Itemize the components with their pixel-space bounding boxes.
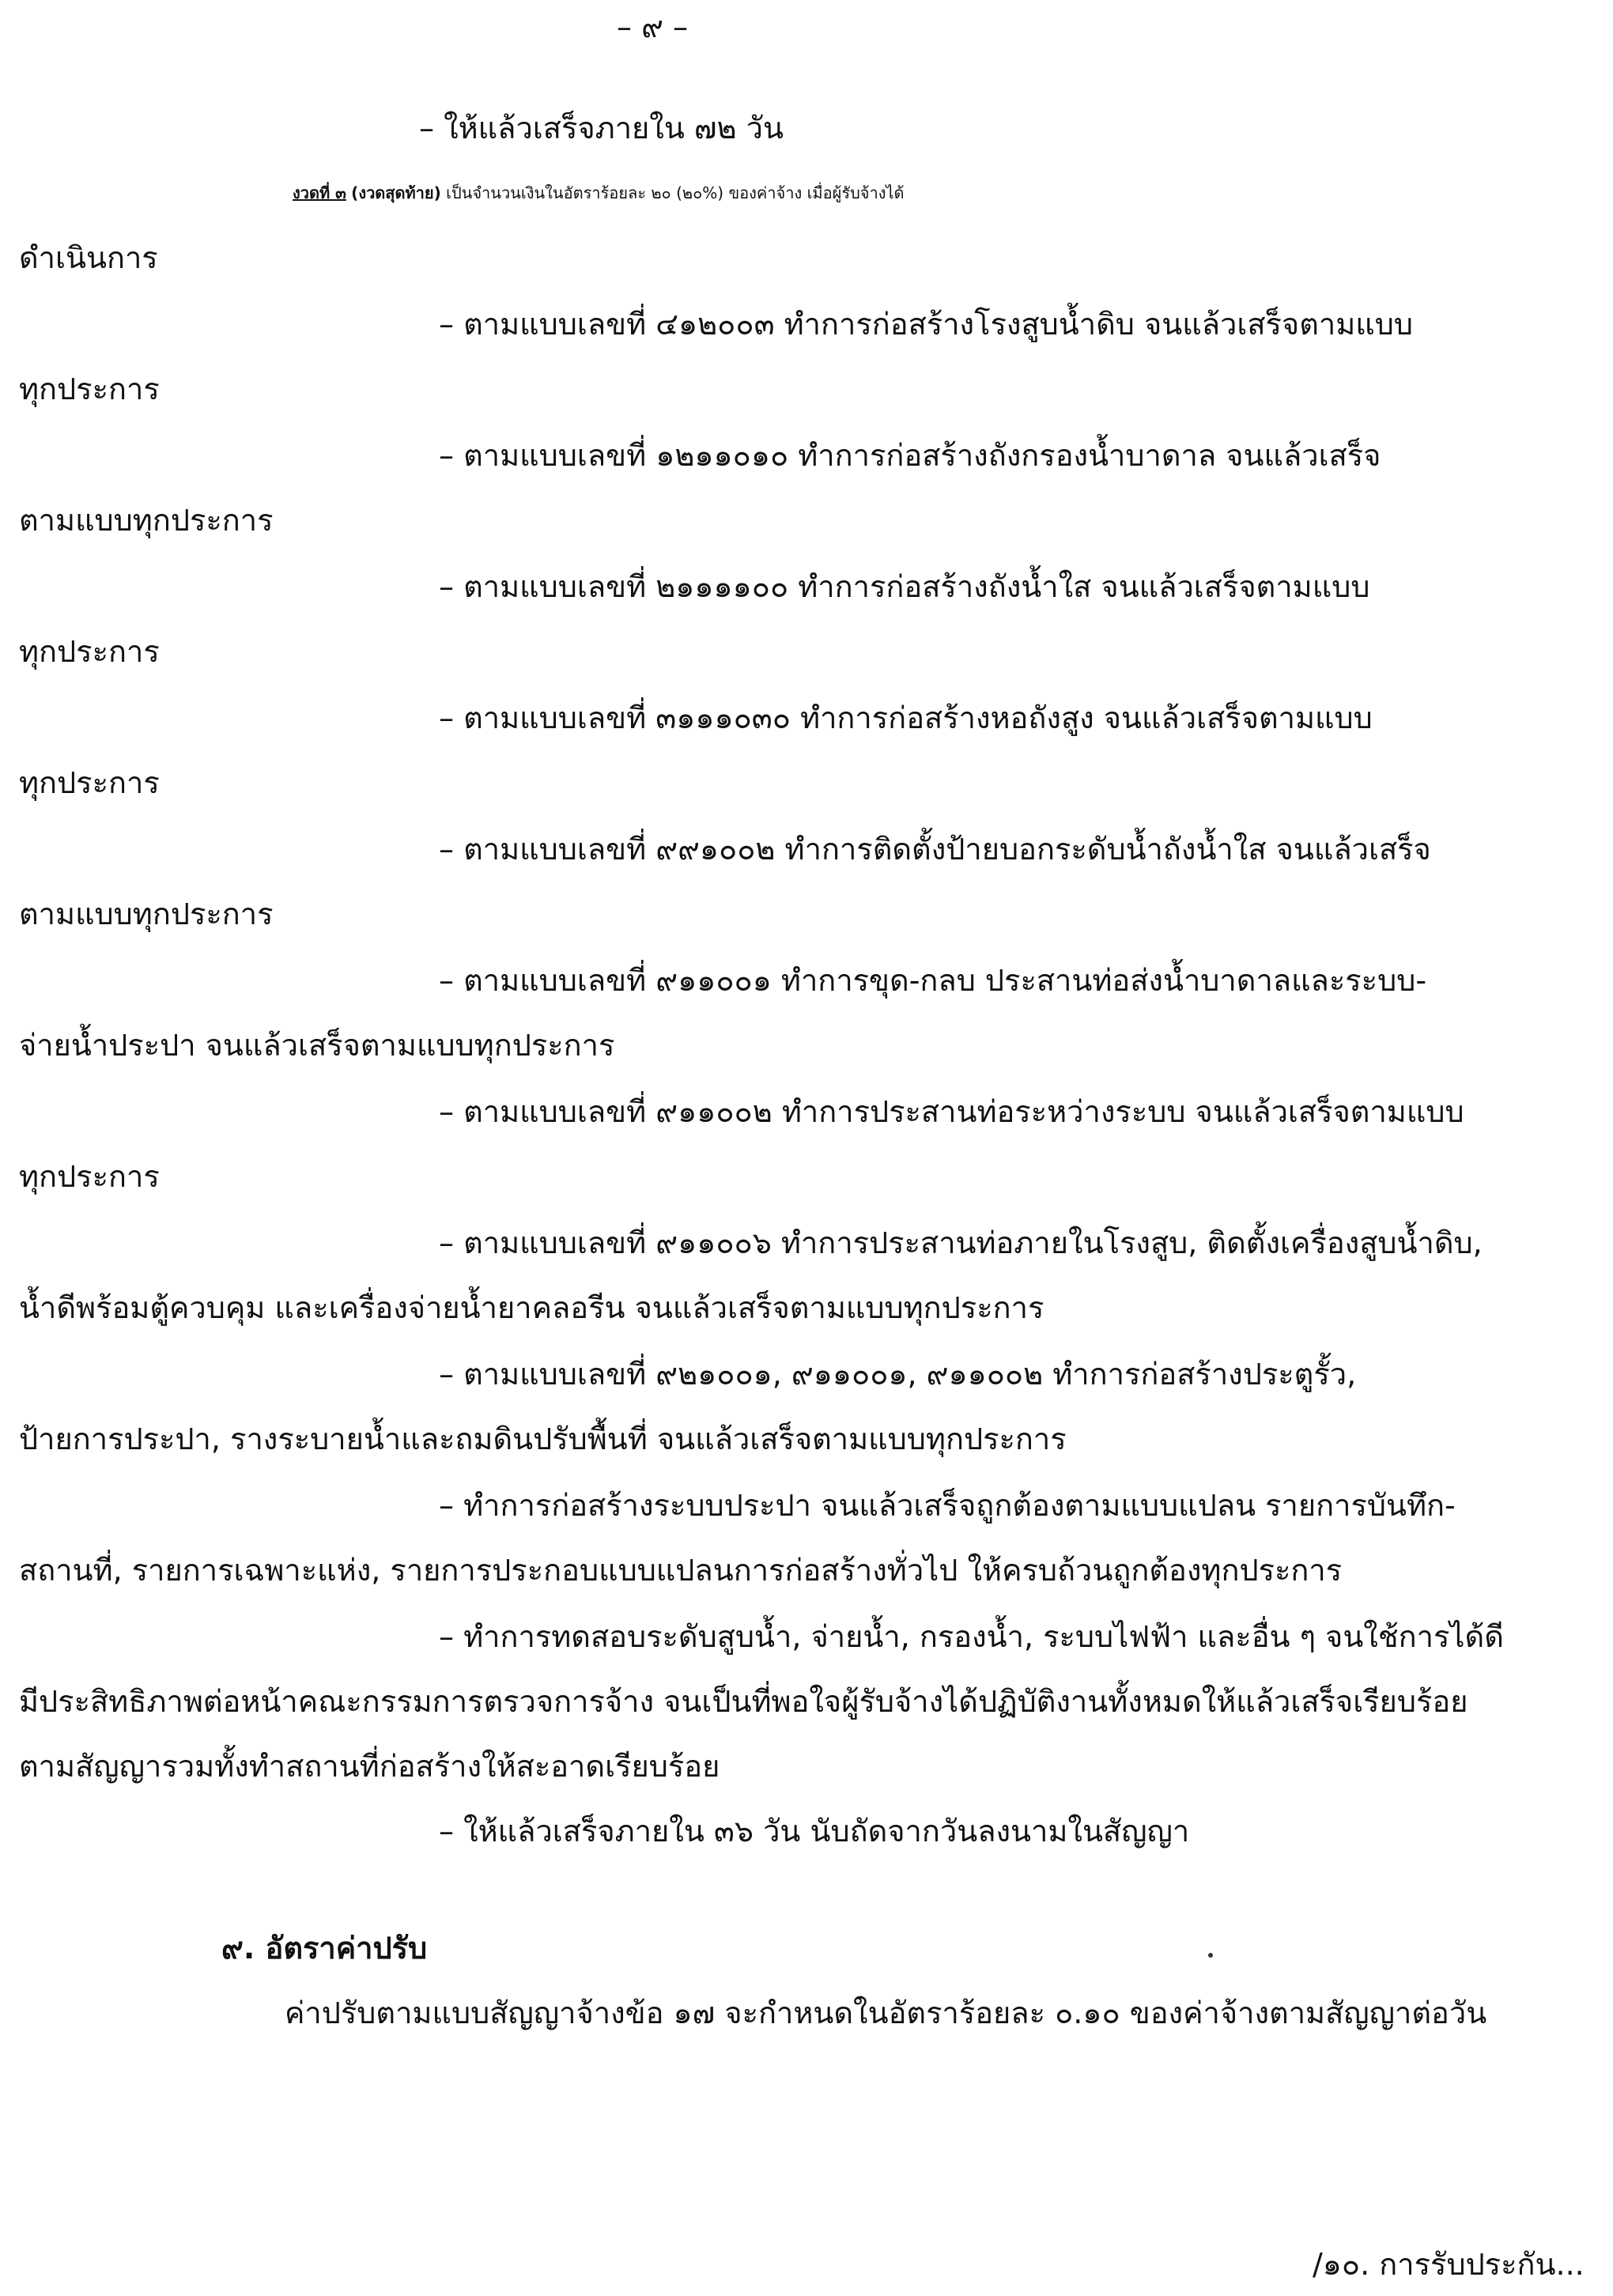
installment-2-deadline: – ให้แล้วเสร็จภายใน ๗๒ วัน — [419, 111, 784, 145]
item-elevated-tank: – ตามแบบเลขที่ ๓๑๑๑๐๓๐ ทำการก่อสร้างหอถังสูง จนแล้วเสร็จตามแบบ — [439, 701, 1373, 735]
item-water-level-sign: – ตามแบบเลขที่ ๙๙๑๐๐๒ ทำการติดตั้งป้ายบอกระดับน้ำถังน้ำใส จนแล้วเสร็จ — [439, 832, 1431, 867]
item-raw-water-pump-house: – ตามแบบเลขที่ ๔๑๒๐๐๓ ทำการก่อสร้างโรงสูบน้ำดิบ จนแล้วเสร็จตามแบบ — [439, 307, 1413, 342]
item-elevated-tank-cont: ทุกประการ — [19, 765, 160, 800]
item-clear-water-tank: – ตามแบบเลขที่ ๒๑๑๑๑๐๐ ทำการก่อสร้างถังน้ำใส จนแล้วเสร็จตามแบบ — [439, 569, 1370, 604]
installment-3-final: (งวดสุดท้าย) — [351, 183, 441, 202]
item-water-system-construction-cont: สถานที่, รายการเฉพาะแห่ง, รายการประกอบแบบแปลนการก่อสร้างทั่วไป ให้ครบถ้วนถูกต้องทุกประการ — [19, 1553, 1343, 1588]
item-pipe-trenching: – ตามแบบเลขที่ ๙๑๑๐๐๑ ทำการขุด-กลบ ประสานท่อส่งน้ำบาดาลและระบบ- — [439, 963, 1427, 998]
item-groundwater-filter-tank: – ตามแบบเลขที่ ๑๒๑๑๐๑๐ ทำการก่อสร้างถังกรองน้ำบาดาล จนแล้วเสร็จ — [439, 438, 1381, 473]
page-number: – ๙ – — [617, 9, 688, 44]
item-raw-water-pump-house-cont: ทุกประการ — [19, 372, 160, 406]
section-9-text: ค่าปรับตามแบบสัญญาจ้างข้อ ๑๗ จะกำหนดในอัตราร้อยละ ๐.๑๐ ของค่าจ้างตามสัญญาต่อวัน — [285, 1996, 1487, 2030]
item-fence-gate: – ตามแบบเลขที่ ๙๒๑๐๐๑, ๙๑๑๐๐๑, ๙๑๑๐๐๒ ทำการก่อสร้างประตูรั้ว, — [439, 1357, 1357, 1392]
item-water-system-construction: – ทำการก่อสร้างระบบประปา จนแล้วเสร็จถูกต้องตามแบบแปลน รายการบันทึก- — [439, 1488, 1456, 1523]
item-pump-house-piping-cont: น้ำดีพร้อมตู้ควบคุม และเครื่องจ่ายน้ำยาคลอรีน จนแล้วเสร็จตามแบบทุกประการ — [19, 1290, 1044, 1325]
section-9-heading: ๙. อัตราค่าปรับ — [221, 1931, 428, 1966]
item-system-pipe-connection-cont: ทุกประการ — [19, 1159, 160, 1194]
next-page-continuation: /๑๐. การรับประกัน... — [1313, 2247, 1585, 2282]
installment-3-text: เป็นจำนวนเงินในอัตราร้อยละ ๒๐ (๒๐%) ของค่าจ้าง เมื่อผู้รับจ้างได้ — [446, 183, 905, 202]
item-testing-cont-2: ตามสัญญารวมทั้งทำสถานที่ก่อสร้างให้สะอาดเรียบร้อย — [19, 1749, 720, 1784]
installment-3-label: งวดที่ ๓ — [293, 183, 346, 202]
scan-speck — [1208, 1953, 1213, 1958]
item-clear-water-tank-cont: ทุกประการ — [19, 634, 160, 669]
item-pipe-trenching-cont: จ่ายน้ำประปา จนแล้วเสร็จตามแบบทุกประการ — [19, 1028, 615, 1063]
item-water-level-sign-cont: ตามแบบทุกประการ — [19, 897, 274, 931]
item-testing-cont-1: มีประสิทธิภาพต่อหน้าคณะกรรมการตรวจการจ้าง จนเป็นที่พอใจผู้รับจ้างได้ปฏิบัติงานทั้งหมดให้แล้วเสร็จเรียบร้อย — [19, 1684, 1468, 1719]
item-testing: – ทำการทดสอบระดับสูบน้ำ, จ่ายน้ำ, กรองน้ำ, ระบบไฟฟ้า และอื่น ๆ จนใช้การได้ดี — [439, 1619, 1504, 1654]
installment-3-cont: ดำเนินการ — [19, 240, 158, 275]
item-fence-gate-cont: ป้ายการประปา, รางระบายน้ำและถมดินปรับพื้นที่ จนแล้วเสร็จตามแบบทุกประการ — [19, 1422, 1067, 1456]
installment-3-deadline: – ให้แล้วเสร็จภายใน ๓๖ วัน นับถัดจากวันลงนามในสัญญา — [439, 1814, 1190, 1849]
item-system-pipe-connection: – ตามแบบเลขที่ ๙๑๑๐๐๒ ทำการประสานท่อระหว่างระบบ จนแล้วเสร็จตามแบบ — [439, 1094, 1464, 1129]
installment-3-line — [293, 172, 1605, 213]
item-pump-house-piping: – ตามแบบเลขที่ ๙๑๑๐๐๖ ทำการประสานท่อภายในโรงสูบ, ติดตั้งเครื่องสูบน้ำดิบ, — [439, 1225, 1483, 1260]
item-groundwater-filter-tank-cont: ตามแบบทุกประการ — [19, 503, 274, 538]
